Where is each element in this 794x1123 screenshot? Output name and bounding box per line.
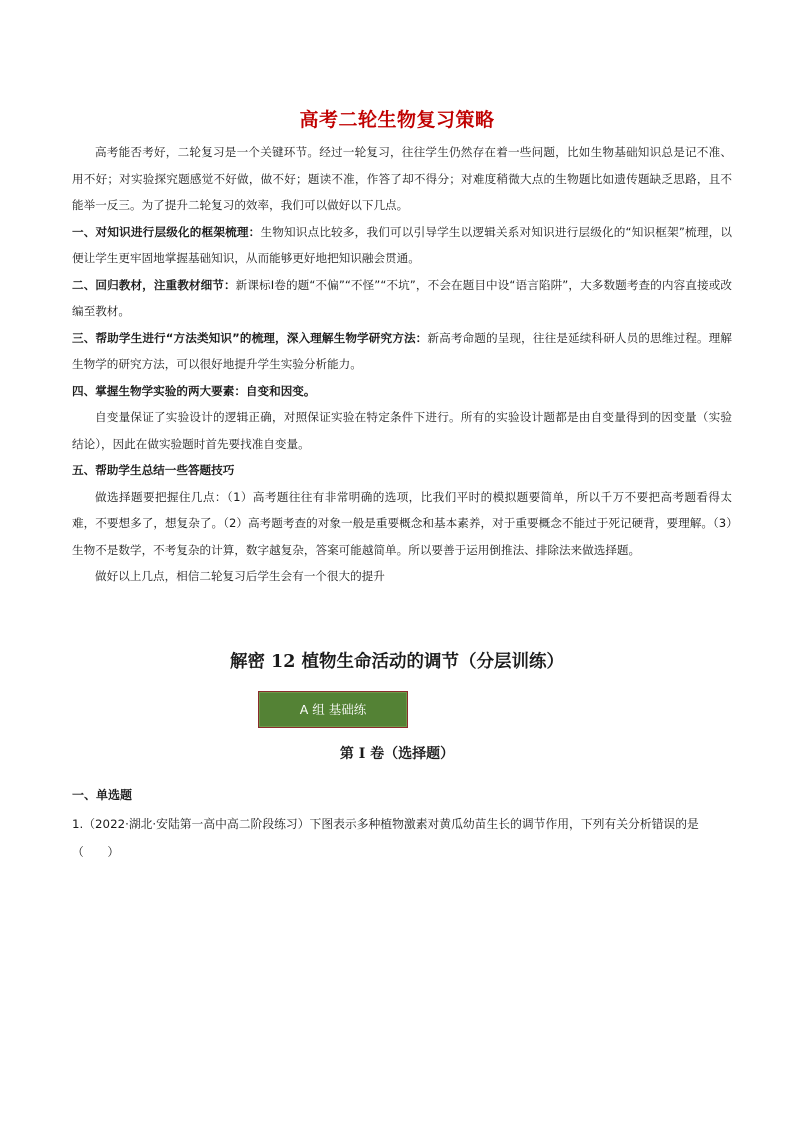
strategy-body (72, 139, 732, 590)
point-3-text: 新高考命题的呈现，往往是延续科研人员的思维过程。理解生物学的研究方法，可以很好地提升学生实验分析能力。 (72, 330, 732, 371)
question-section-heading: 一、单选题 (72, 788, 133, 802)
intro-paragraph: 高考能否考好，二轮复习是一个关键环节。经过一轮复习，往往学生仍然存在着一些问题，比如生物基础知识总是记不准、用不好；对实验探究题感觉不好做，做不好；题读不准，作答了却不得分；对难度稍微大点的生物题比如遗传题缺乏思路，且不能举一反三。为了提升二轮复习的效率，我们可以做好以下几点。 (72, 145, 732, 212)
section-title: 解密 12 植物生命活动的调节（分层训练） (229, 652, 565, 672)
point-2-heading: 二、回归教材，注重教材细节： (72, 277, 236, 292)
group-badge: A 组 基础练 (258, 691, 408, 728)
point-2-paragraph (72, 272, 732, 325)
point-2-text: 新课标Ⅰ卷的题“不偏”“不怪”“不坑”，不会在题目中设“语言陷阱”，大多数题考查的内容直接或改编至教材。 (72, 277, 732, 318)
question-1: 1.（2022·湖北·安陆第一高中高二阶段练习）下图表示多种植物激素对黄瓜幼苗生长的调节作用，下列有关分析错误的是（ ） (72, 817, 699, 859)
closing-paragraph: 做好以上几点，相信二轮复习后学生会有一个很大的提升 (95, 569, 385, 583)
point-1-text: 生物知识点比较多，我们可以引导学生以逻辑关系对知识进行层级化的“知识框架”梳理，以便让学生更牢固地掌握基础知识，从而能够更好地把知识融会贯通。 (72, 224, 732, 265)
point-5-text: 做选择题要把握住几点：（1）高考题往往有非常明确的选项，比我们平时的模拟题要简单，所以千万不要把高考题看得太难，不要想多了，想复杂了。（2）高考题考查的对象一般是重要概念和基本素养，对于重要概念不能过于死记硬背，要理解。（3）生物不是数学，不考复杂的计算，数字越复杂，答案可能越简单。所以要善于运用倒推法、排除法来做选择题。 (72, 489, 732, 557)
point-4-heading: 四、掌握生物学实验的两大要素：自变和因变。 (72, 383, 316, 398)
point-5-heading: 五、帮助学生总结一些答题技巧 (72, 463, 235, 477)
point-1-heading: 一、对知识进行层级化的框架梳理： (72, 224, 261, 239)
point-4-text: 自变量保证了实验设计的逻辑正确，对照保证实验在特定条件下进行。所有的实验设计题都是由自变量得到的因变量（实验结论），因此在做实验题时首先要找准自变量。 (72, 410, 732, 451)
point-1-paragraph (72, 219, 732, 272)
point-3-heading: 三、帮助学生进行“方法类知识”的梳理，深入理解生物学研究方法： (72, 330, 428, 345)
point-3-paragraph (72, 325, 732, 378)
document-title: 高考二轮生物复习策略 (299, 109, 495, 131)
volume-title: 第 I 卷（选择题） (339, 746, 455, 762)
